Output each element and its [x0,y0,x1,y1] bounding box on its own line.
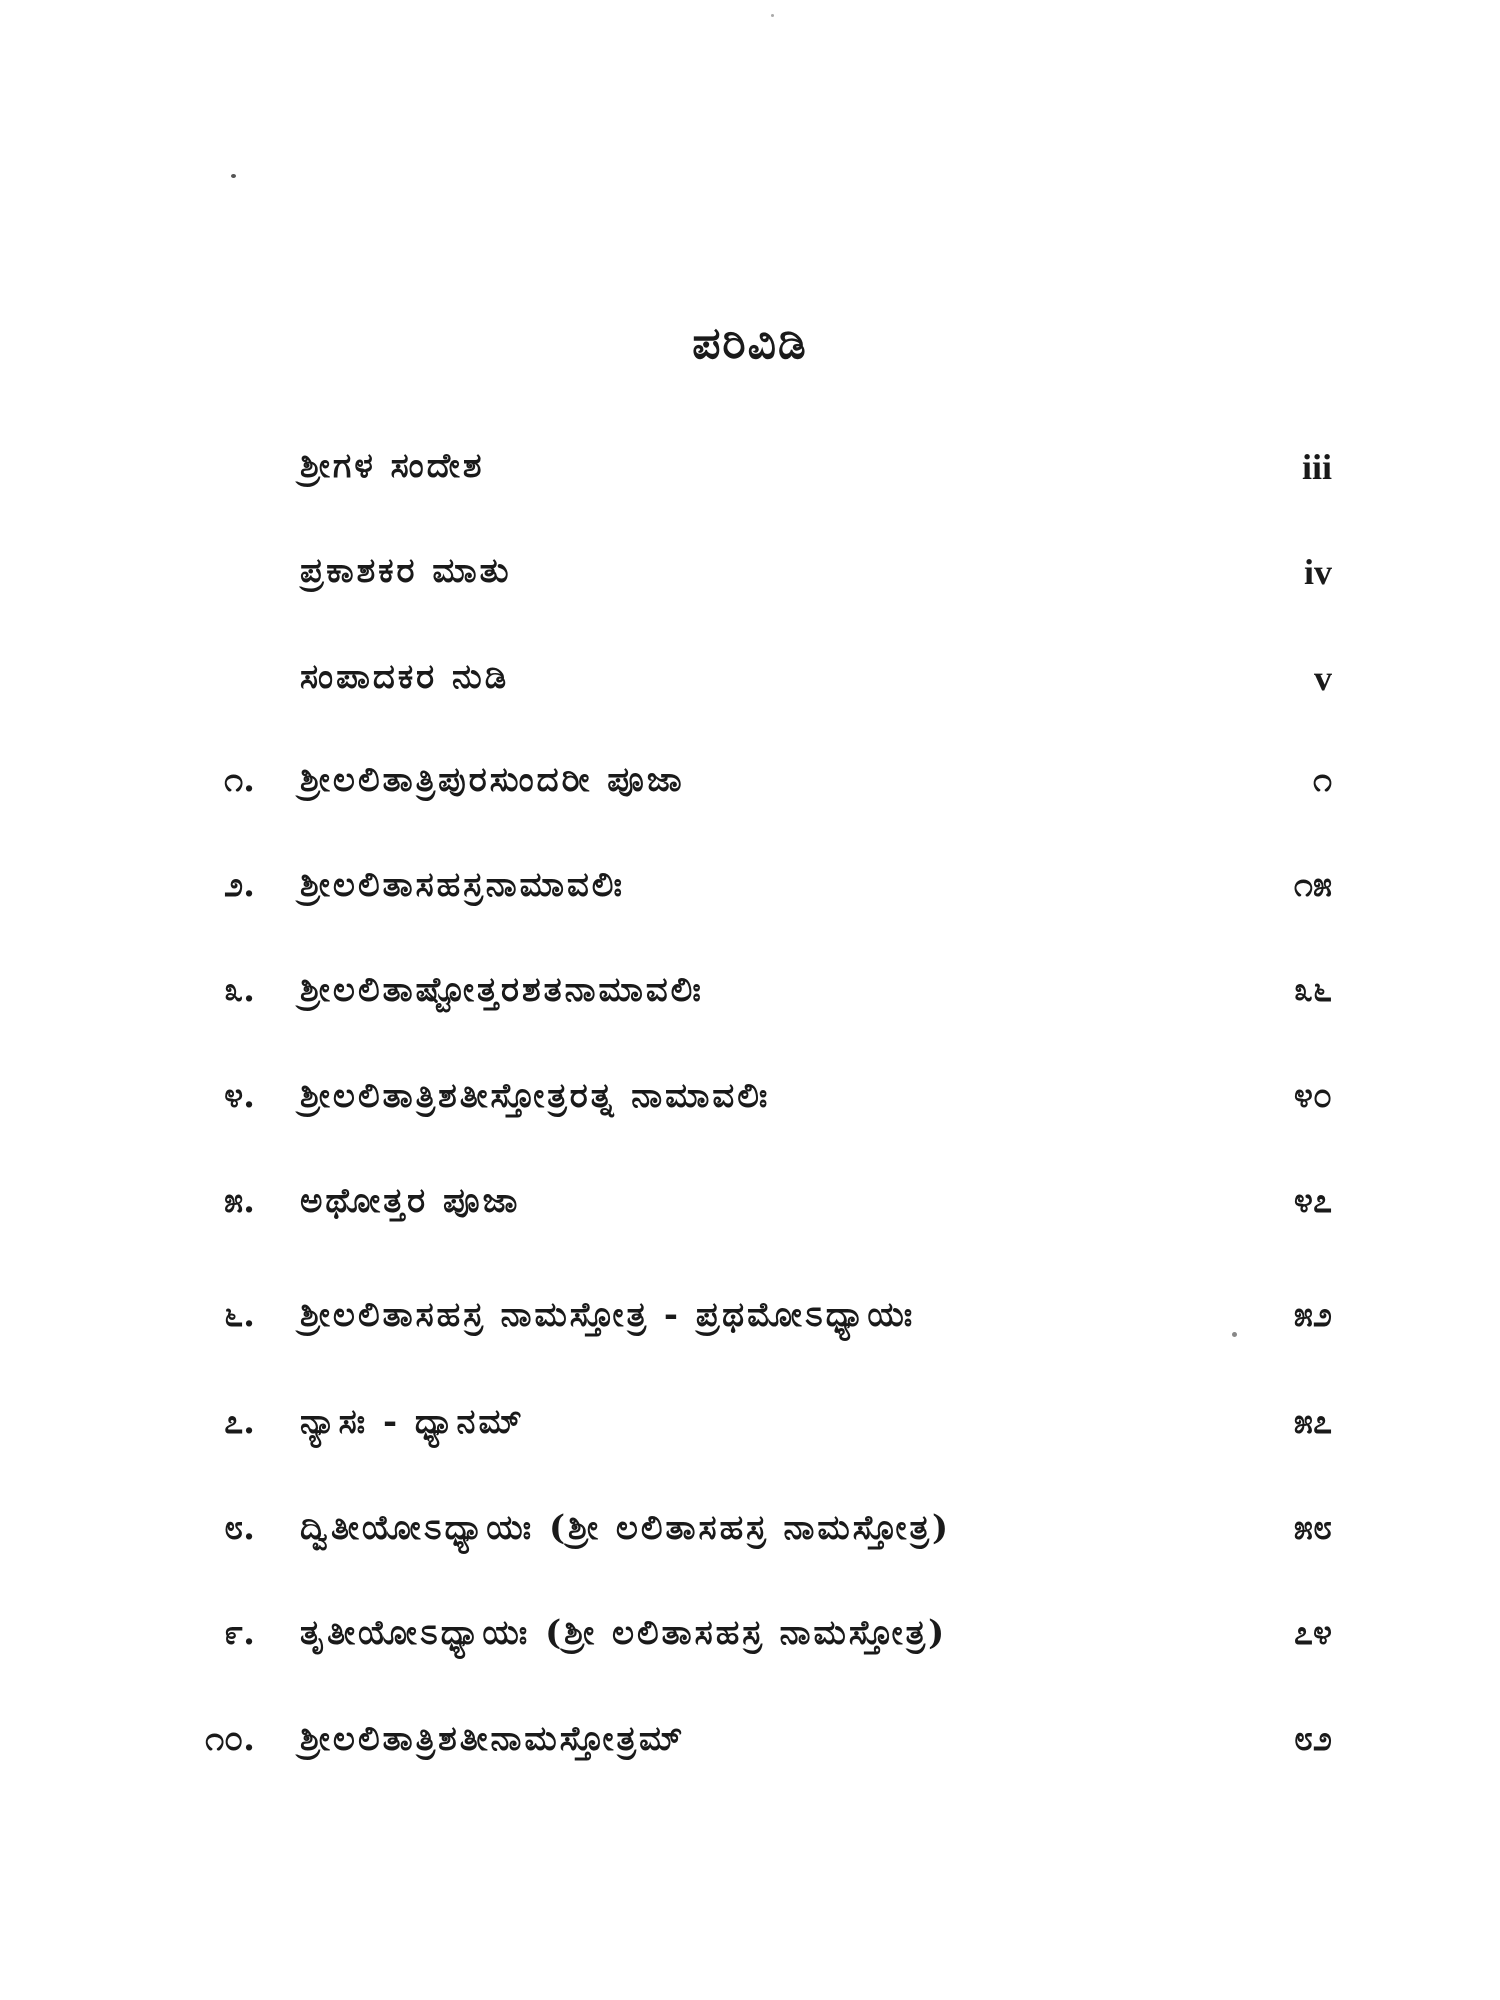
scan-speck [231,174,236,178]
toc-entry [0,1181,1500,1241]
entry-title: ಶ್ರೀಲಲಿತಾತ್ರಿಶತೀಸ್ತೋತ್ರರತ್ನ ನಾಮಾವಲಿಃ [300,1076,771,1116]
toc-entry [0,1613,1500,1673]
entry-title: ಶ್ರೀಲಲಿತಾಸಹಸ್ರನಾಮಾವಲಿಃ [300,865,625,905]
entry-page-number: ೮೨ [1293,1719,1332,1759]
entry-page-number: ೫೭ [1293,1402,1332,1442]
entry-page-number: ೧ [1312,760,1332,800]
entry-title: ಅಥೋತ್ತರ ಪೂಜಾ [300,1181,521,1221]
entry-title: ಶ್ರೀಲಲಿತಾತ್ರಿಪುರಸುಂದರೀ ಪೂಜಾ [300,760,685,800]
toc-entry [0,1719,1500,1779]
entry-number: ೭. [224,1402,255,1442]
toc-entry [0,865,1500,925]
toc-entry [0,760,1500,820]
toc-entry [0,551,1500,611]
entry-page-number: ೫೨ [1293,1295,1332,1335]
toc-entry [0,970,1500,1030]
page-title: ಪರಿವಿಡಿ [692,318,808,369]
entry-page-number: iii [1301,447,1332,487]
entry-number: ೩. [224,970,255,1010]
entry-title: ಸಂಪಾದಕರ ನುಡಿ [300,657,510,697]
entry-number: ೪. [224,1076,255,1116]
toc-entry [0,1295,1500,1355]
toc-entry [0,1076,1500,1136]
entry-number: ೫. [224,1181,255,1221]
entry-page-number: ೫೮ [1293,1508,1332,1548]
entry-page-number: ೪೭ [1293,1181,1332,1221]
entry-page-number: ೧೫ [1293,865,1332,905]
entry-page-number: v [1314,658,1332,698]
entry-page-number: ೪೦ [1293,1076,1332,1116]
entry-page-number: ೭೪ [1293,1613,1332,1653]
toc-entry [0,1402,1500,1462]
entry-title: ಶ್ರೀಗಳ ಸಂದೇಶ [300,446,485,486]
entry-number: ೬. [224,1295,255,1335]
entry-title: ದ್ವಿತೀಯೋಽಧ್ಯಾಯಃ (ಶ್ರೀ ಲಲಿತಾಸಹಸ್ರ ನಾಮಸ್ತೋತ್ರ) [300,1508,952,1548]
entry-number: ೯. [224,1613,255,1653]
entry-number: ೧೦. [205,1719,255,1759]
entry-number: ೨. [224,865,255,905]
entry-title: ಶ್ರೀಲಲಿತಾತ್ರಿಶತೀನಾಮಸ್ತೋತ್ರಮ್ [300,1719,686,1759]
entry-title: ಪ್ರಕಾಶಕರ ಮಾತು [300,551,512,591]
entry-title: ತೃತೀಯೋಽಧ್ಯಾಯಃ (ಶ್ರೀ ಲಲಿತಾಸಹಸ್ರ ನಾಮಸ್ತೋತ್ರ) [300,1613,948,1653]
entry-page-number: iv [1303,552,1332,592]
scan-speck [771,14,774,17]
entry-title: ನ್ಯಾಸಃ - ಧ್ಯಾನಮ್ [300,1402,525,1442]
entry-title: ಶ್ರೀಲಲಿತಾಸಹಸ್ರ ನಾಮಸ್ತೋತ್ರ - ಪ್ರಥಮೋಽಧ್ಯಾಯಃ [300,1295,916,1335]
toc-entry [0,446,1500,506]
toc-entry [0,1508,1500,1568]
entry-number: ೧. [224,760,255,800]
entry-number: ೮. [224,1508,255,1548]
entry-title: ಶ್ರೀಲಲಿತಾಷ್ಟೋತ್ತರಶತನಾಮಾವಲಿಃ [300,970,704,1010]
toc-entry [0,657,1500,717]
entry-page-number: ೩೬ [1293,970,1332,1010]
